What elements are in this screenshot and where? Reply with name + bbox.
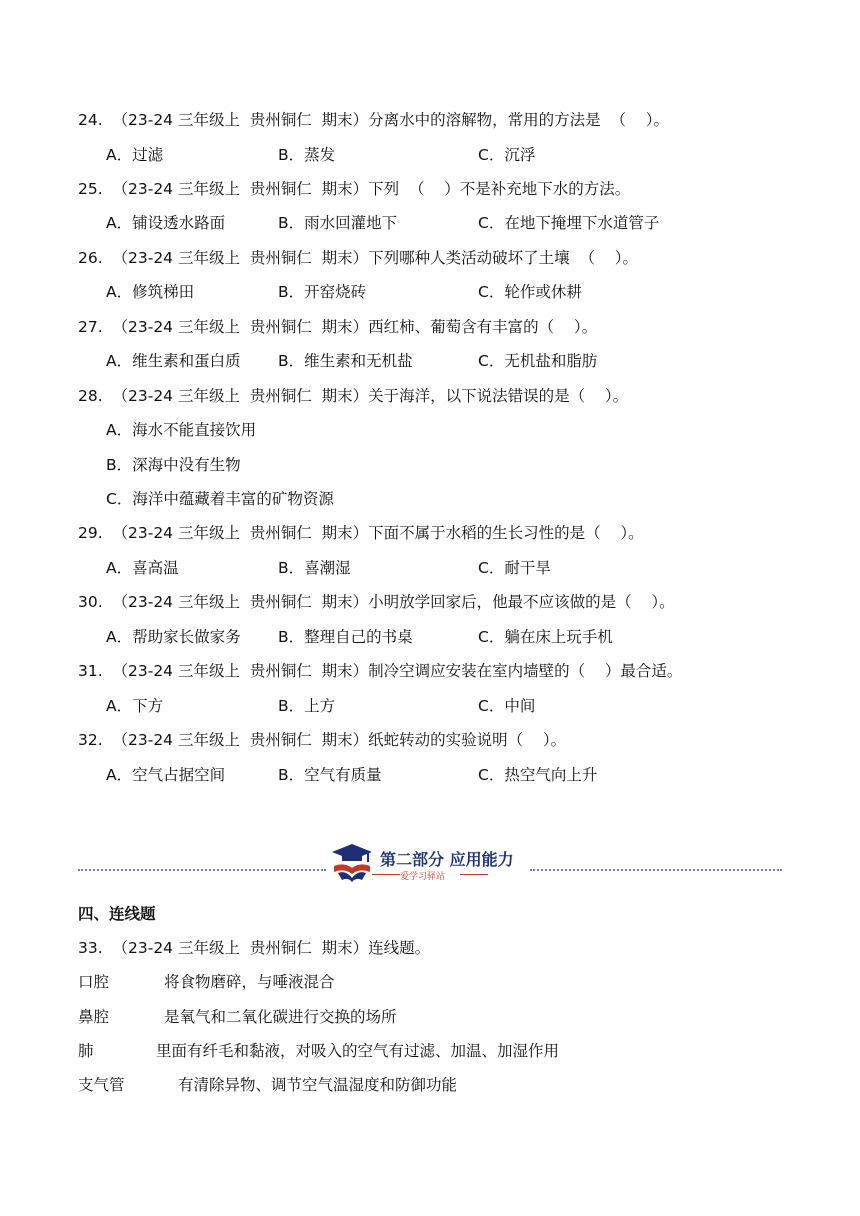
match-right-item: 将食物磨碎，与唾液混合 (164, 973, 335, 991)
option-c: C．沉浮 (478, 146, 536, 164)
banner-divider-right (530, 869, 782, 871)
option-c: C．躺在床上玩手机 (478, 628, 613, 646)
question-28-option-b: B．深海中没有生物 (106, 456, 241, 474)
option-b: B．蒸发 (278, 146, 336, 164)
question-28-option-a: A．海水不能直接饮用 (106, 421, 257, 439)
question-25-stem: 25. （23-24 三年级上 贵州铜仁 期末）下列 （ ）不是补充地下水的方法。 (78, 180, 631, 198)
option-b: B．维生素和无机盐 (278, 352, 413, 370)
question-26-options (106, 282, 582, 302)
graduation-cap-book-icon (328, 842, 378, 884)
match-left-item: 支气管 (78, 1076, 125, 1094)
question-31-options (106, 696, 535, 716)
question-33-stem: 33. （23-24 三年级上 贵州铜仁 期末）连线题。 (78, 939, 431, 957)
question-27-options (106, 351, 597, 371)
option-c: C．热空气向上升 (478, 766, 598, 784)
question-28-option-c: C．海洋中蕴藏着丰富的矿物资源 (106, 490, 334, 508)
match-row-1 (78, 972, 335, 992)
section-banner (328, 842, 528, 884)
match-row-2 (78, 1007, 397, 1027)
match-row-3 (78, 1041, 559, 1061)
option-a: A．修筑梯田 (106, 283, 195, 301)
option-b: B．上方 (278, 697, 336, 715)
option-a: A．喜高温 (106, 559, 179, 577)
option-a: A．过滤 (106, 146, 164, 164)
question-32-stem: 32. （23-24 三年级上 贵州铜仁 期末）纸蛇转动的实验说明（ ）。 (78, 731, 567, 749)
match-row-4 (78, 1075, 457, 1095)
option-c: C．轮作或休耕 (478, 283, 582, 301)
question-26-stem: 26. （23-24 三年级上 贵州铜仁 期末）下列哪种人类活动破坏了土壤 （ ）。 (78, 249, 638, 267)
match-left-item: 肺 (78, 1042, 94, 1060)
option-b: B．整理自己的书桌 (278, 628, 413, 646)
option-b: B．雨水回灌地下 (278, 214, 398, 232)
option-b: B．喜潮湿 (278, 559, 351, 577)
banner-subtitle-rule-left (372, 874, 400, 875)
option-a: A．铺设透水路面 (106, 214, 226, 232)
banner-subtitle-rule-right (460, 874, 488, 875)
question-31-stem: 31. （23-24 三年级上 贵州铜仁 期末）制冷空调应安装在室内墙壁的（ ）最合适。 (78, 662, 683, 680)
question-29-stem: 29. （23-24 三年级上 贵州铜仁 期末）下面不属于水稻的生长习性的是（ ）。 (78, 524, 644, 542)
banner-title: 第二部分 应用能力 (380, 850, 514, 869)
question-25-options (106, 213, 659, 233)
match-right-item: 是氧气和二氧化碳进行交换的场所 (164, 1008, 397, 1026)
question-30-stem: 30. （23-24 三年级上 贵州铜仁 期末）小明放学回家后，他最不应该做的是（ ）。 (78, 593, 675, 611)
option-c: C．耐干旱 (478, 559, 551, 577)
question-24-stem: 24. （23-24 三年级上 贵州铜仁 期末）分离水中的溶解物，常用的方法是 （ ）。 (78, 111, 669, 129)
section-heading: 四、连线题 (78, 905, 156, 923)
match-right-item: 里面有纤毛和黏液，对吸入的空气有过滤、加温、加湿作用 (156, 1042, 560, 1060)
option-a: A．下方 (106, 697, 164, 715)
question-28-stem: 28. （23-24 三年级上 贵州铜仁 期末）关于海洋，以下说法错误的是（ ）。 (78, 387, 629, 405)
option-b: B．空气有质量 (278, 766, 382, 784)
question-29-options (106, 558, 551, 578)
banner-subtitle: 爱学习驿站 (400, 872, 446, 882)
question-30-options (106, 627, 613, 647)
option-c: C．无机盐和脂肪 (478, 352, 598, 370)
option-c: C．中间 (478, 697, 536, 715)
option-b: B．开窑烧砖 (278, 283, 367, 301)
option-c: C．在地下掩埋下水道管子 (478, 214, 660, 232)
question-24-options (106, 145, 535, 165)
option-a: A．帮助家长做家务 (106, 628, 241, 646)
match-left-item: 鼻腔 (78, 1008, 110, 1026)
question-32-options (106, 765, 597, 785)
match-left-item: 口腔 (78, 973, 110, 991)
option-a: A．空气占据空间 (106, 766, 226, 784)
option-a: A．维生素和蛋白质 (106, 352, 241, 370)
match-right-item: 有清除异物、调节空气温湿度和防御功能 (178, 1076, 458, 1094)
question-27-stem: 27. （23-24 三年级上 贵州铜仁 期末）西红柿、葡萄含有丰富的（ ）。 (78, 318, 598, 336)
banner-divider-left (78, 869, 326, 871)
